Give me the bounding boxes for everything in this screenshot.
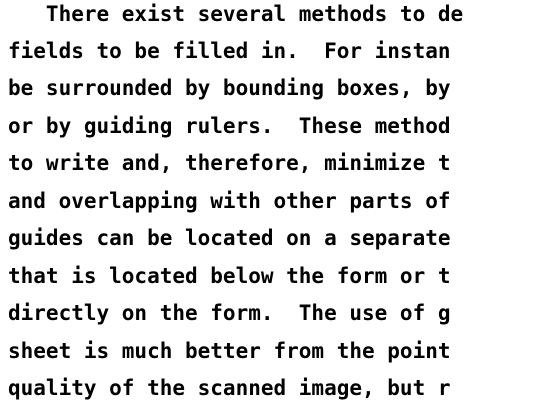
text-line-1: There exist several methods to de [8, 2, 464, 26]
text-line-10: sheet is much better from the point [8, 339, 451, 363]
text-line-2: fields to be filled in. For instan [8, 39, 451, 63]
text-line-5: to write and, therefore, minimize t [8, 151, 451, 175]
text-line-12 [8, 407, 463, 420]
text-line-4: or by guiding rulers. These method [8, 114, 451, 138]
text-line-8: that is located below the form or t [8, 264, 451, 288]
text-line-6: and overlapping with other parts of [8, 189, 451, 213]
text-line-11: quality of the scanned image, but r [8, 376, 451, 400]
text-line-9: directly on the form. The use of g [8, 301, 451, 325]
text-line-3: be surrounded by bounding boxes, by [8, 76, 451, 100]
text-line-7: guides can be located on a separate [8, 226, 451, 250]
